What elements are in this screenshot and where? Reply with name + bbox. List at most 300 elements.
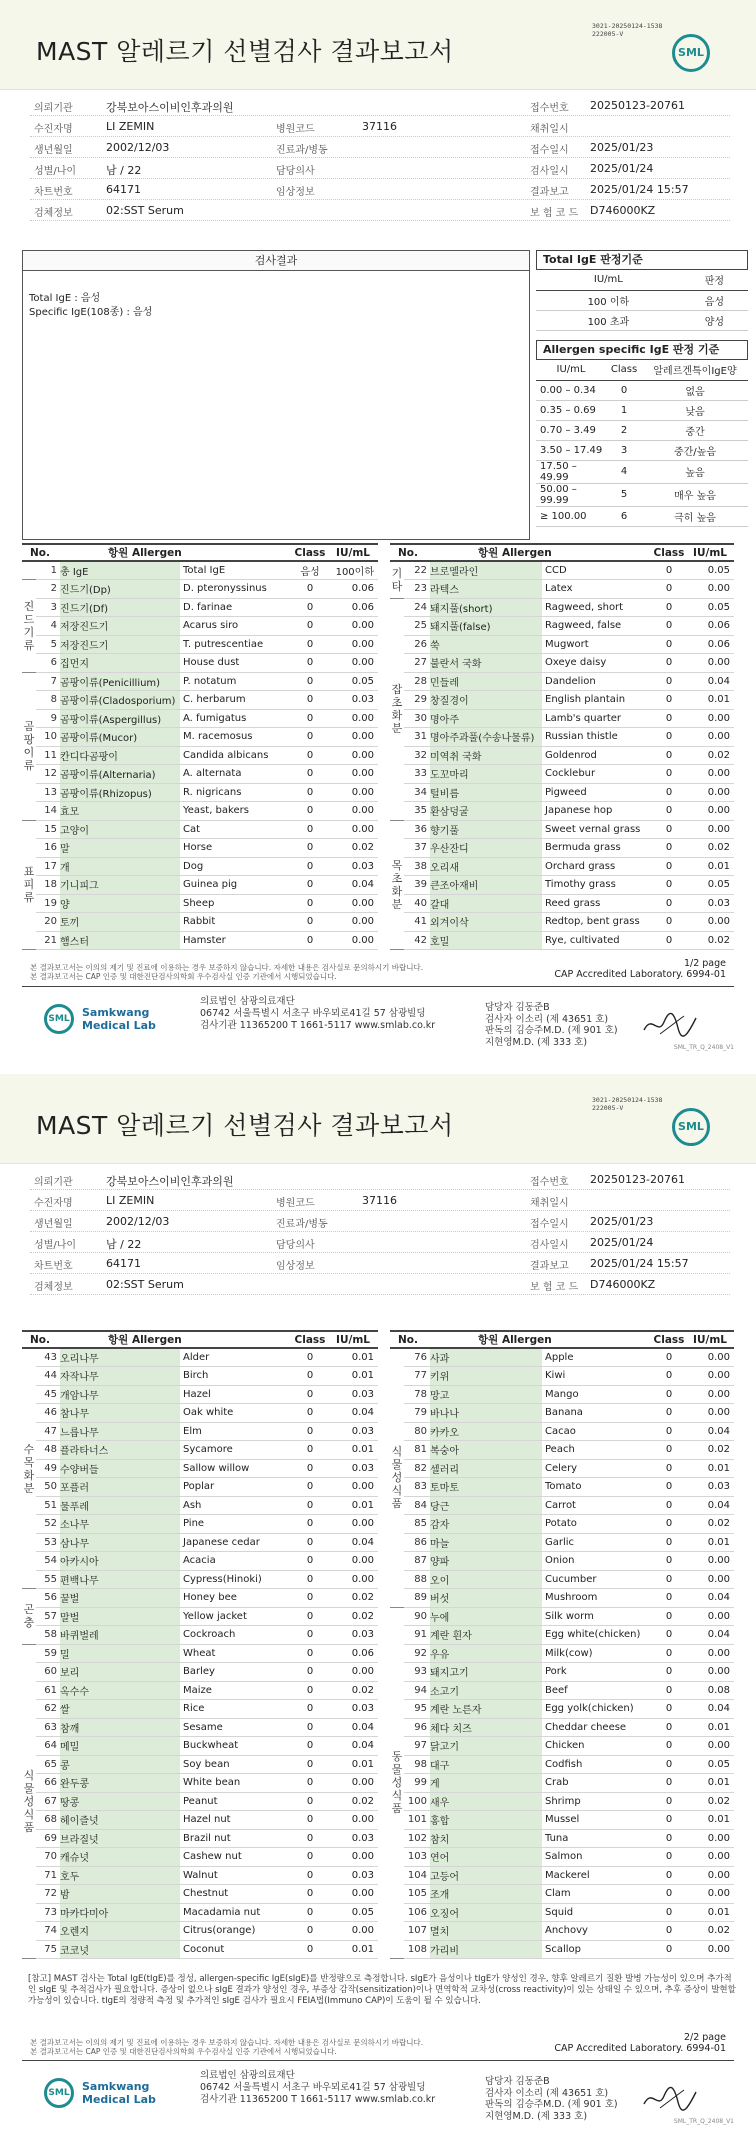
allergen-korean-name: 옥수수 [60,1681,180,1700]
criteria-cell: 0.00 – 0.34 [536,380,606,400]
allergen-row [390,1515,734,1534]
allergen-korean-name: 사과 [430,1348,542,1367]
allergen-no: 24 [404,598,430,617]
allergen-row [390,1552,734,1571]
allergen-class: 0 [292,617,328,636]
allergen-english-name: Peanut [180,1792,292,1811]
criteria-cell: 중간 [642,420,748,440]
info-value: LI ZEMIN [106,120,155,133]
allergen-iu-value: 0.01 [328,1940,378,1959]
allergen-iu-value: 0.01 [686,691,734,710]
allergen-no: 88 [404,1570,430,1589]
allergen-row [390,1367,734,1386]
allergen-english-name: Soy bean [180,1755,292,1774]
allergen-row [22,1385,378,1404]
allergen-english-name: Cypress(Hinoki) [180,1570,292,1589]
allergen-iu-value: 0.02 [686,746,734,765]
allergen-class: 0 [652,617,686,636]
allergen-english-name: Macadamia nut [180,1903,292,1922]
report-page-2 [0,1074,756,2134]
result-header: 검사결과 [23,251,529,271]
info-value: 64171 [106,183,141,196]
allergen-iu-value: 0.00 [686,1940,734,1959]
allergen-no: 36 [404,820,430,839]
allergen-korean-name: 토마토 [430,1478,542,1497]
allergen-no: 51 [36,1496,60,1515]
info-label: 접수번호 [530,1177,569,1188]
allergen-korean-name: 대구 [430,1755,542,1774]
company-name-line1: Samkwang [82,1006,150,1019]
info-row [30,1169,730,1190]
table-header-row [22,544,378,561]
allergen-class: 0 [292,1348,328,1367]
allergen-class: 0 [292,1922,328,1941]
allergen-iu-value: 0.03 [328,1385,378,1404]
info-value: 20250123-20761 [590,99,685,112]
allergen-iu-value: 0.06 [686,635,734,654]
allergen-iu-value: 0.00 [686,820,734,839]
allergen-english-name: Walnut [180,1866,292,1885]
allergen-no: 75 [36,1940,60,1959]
criteria-cell: 낮음 [642,400,748,420]
allergen-korean-name: 물푸레 [60,1496,180,1515]
allergen-no: 30 [404,709,430,728]
allergen-no: 92 [404,1644,430,1663]
criteria-cell: 높음 [642,460,748,483]
allergen-iu-value: 0.03 [328,857,378,876]
allergen-class: 0 [292,1940,328,1959]
allergen-row [390,1607,734,1626]
allergen-no: 59 [36,1644,60,1663]
allergen-korean-name: 플라타너스 [60,1441,180,1460]
allergen-class: 0 [292,598,328,617]
allergen-no: 19 [36,894,60,913]
allergen-korean-name: 밤 [60,1885,180,1904]
allergen-english-name: A. alternata [180,765,292,784]
allergen-class: 0 [292,802,328,821]
allergen-class: 0 [652,1441,686,1460]
allergen-iu-value: 0.06 [328,598,378,617]
specific-ige-criteria-title: Allergen specific IgE 판정 기준 [536,340,748,360]
allergen-english-name: Japanese cedar [180,1533,292,1552]
allergen-iu-value: 0.00 [686,709,734,728]
allergen-row [22,1607,378,1626]
allergen-iu-value: 0.00 [686,1367,734,1386]
allergen-iu-value: 0.00 [328,746,378,765]
allergen-english-name: Crab [542,1774,652,1793]
allergen-iu-value: 0.01 [686,857,734,876]
allergen-no: 22 [404,561,430,580]
allergen-korean-name: 감자 [430,1515,542,1534]
allergen-iu-value: 0.02 [686,1515,734,1534]
allergen-row [22,820,378,839]
allergen-no: 27 [404,654,430,673]
allergen-english-name: Acacia [180,1552,292,1571]
allergen-iu-value: 0.00 [686,783,734,802]
allergen-row [390,1811,734,1830]
allergen-english-name: Squid [542,1903,652,1922]
allergen-iu-value: 0.00 [328,617,378,636]
allergen-class: 0 [292,1626,328,1645]
allergen-no: 50 [36,1478,60,1497]
allergen-korean-name: 오이 [430,1570,542,1589]
allergen-class: 0 [652,820,686,839]
criteria-cell: 3.50 – 17.49 [536,440,606,460]
allergen-iu-value: 0.03 [686,1478,734,1497]
allergen-no: 9 [36,709,60,728]
samkwang-logo: SML [44,1004,74,1034]
info-value: D746000KZ [590,1278,656,1291]
doc-code: 3021-20250124-1538 222005-V [592,22,663,38]
allergen-korean-name: 호두 [60,1866,180,1885]
allergen-iu-value: 0.00 [328,635,378,654]
allergen-no: 16 [36,839,60,858]
allergen-korean-name: 망고 [430,1385,542,1404]
allergen-no: 104 [404,1866,430,1885]
allergen-class: 0 [292,1681,328,1700]
info-label: 생년월일 [34,145,73,156]
company-name [82,2080,156,2106]
allergen-row [390,1589,734,1608]
allergen-english-name: Rabbit [180,913,292,932]
info-label: 의뢰기관 [34,103,73,114]
allergen-row [22,1774,378,1793]
allergen-no: 103 [404,1848,430,1867]
allergen-korean-name: 콩 [60,1755,180,1774]
allergen-iu-value: 0.00 [686,1866,734,1885]
allergen-iu-value: 0.00 [328,1922,378,1941]
allergen-english-name: Cocklebur [542,765,652,784]
allergen-english-name: Mugwort [542,635,652,654]
form-version: SML_TR_Q_2408_V1 [673,1044,734,1051]
allergen-korean-name: 말 [60,839,180,858]
allergen-english-name: Dandelion [542,672,652,691]
allergen-no: 13 [36,783,60,802]
allergen-row [22,1940,378,1959]
allergen-korean-name: 꿀벌 [60,1589,180,1608]
allergen-iu-value: 0.04 [328,1533,378,1552]
allergen-row [390,672,734,691]
allergen-no: 74 [36,1922,60,1941]
info-label: 생년월일 [34,1219,73,1230]
allergen-korean-name: 오리나무 [60,1348,180,1367]
allergen-no: 55 [36,1570,60,1589]
allergen-no: 81 [404,1441,430,1460]
info-value: 남 / 22 [106,1238,142,1251]
allergen-iu-value: 0.01 [686,1811,734,1830]
allergen-no: 38 [404,857,430,876]
allergen-no: 20 [36,913,60,932]
allergen-english-name: Honey bee [180,1589,292,1608]
allergen-english-name: House dust [180,654,292,673]
info-row [30,1190,730,1211]
company-name-line2: Medical Lab [82,1019,156,1032]
allergen-class: 0 [292,1737,328,1756]
address-line: 검사기관 11365200 T 1661-5117 www.smlab.co.kr [200,1020,436,1031]
allergen-iu-value: 0.03 [328,1866,378,1885]
total-ige-criteria-title: Total IgE 판정기준 [536,250,748,270]
allergen-class: 0 [652,709,686,728]
allergen-group-label: 기타 [390,561,404,598]
allergen-no: 90 [404,1607,430,1626]
allergen-english-name: Horse [180,839,292,858]
allergen-iu-value: 0.02 [328,1792,378,1811]
allergen-row [22,728,378,747]
allergen-class: 0 [652,931,686,950]
allergen-iu-value: 0.00 [686,1385,734,1404]
info-label: 검체정보 [34,1282,73,1293]
info-row [30,1274,730,1295]
reference-note: [참고] MAST 검사는 Total IgE(tIgE)를 정성, allergen-specific IgE(sIgE)를 반정량으로 측정합니다. sIgE가 음성이나 tIgE가 양성인 경우, 향후 알레르기 질환 발병 가능성이 있으며 추가적인 sIgE 및 추적검사가 필요합니다. 증상이 없으나 sIgE 결과가 양성인 경우, 부증상 감작(sensitization)이나 면역학적 교차성(cross reactivity)이 있는 상태일 수 있으며, 추후 증상이 발현할 가능성이 있습니다. tIgE의 정량적 측정 및 추가적인 sIgE 검사가 필요시 FEIA법(Immuno CAP)이 도움이 될 수 있습니다. [28,1974,736,2006]
allergen-korean-name: 편백나무 [60,1570,180,1589]
allergen-english-name: Goldenrod [542,746,652,765]
allergen-iu-value: 0.00 [328,913,378,932]
allergen-english-name: Cacao [542,1422,652,1441]
allergen-row [22,1700,378,1719]
allergen-class: 0 [292,765,328,784]
allergen-iu-value: 0.04 [686,1496,734,1515]
allergen-english-name: Pine [180,1515,292,1534]
info-row [30,179,730,200]
allergen-korean-name: 브로멜라인 [430,561,542,580]
allergen-english-name: Total IgE [180,561,292,580]
allergen-no: 69 [36,1829,60,1848]
allergen-row [22,802,378,821]
allergen-row [22,1404,378,1423]
allergen-row [22,561,378,580]
allergen-class: 0 [652,857,686,876]
criteria-cell: 0.70 – 3.49 [536,420,606,440]
allergen-row [390,1496,734,1515]
allergen-class: 0 [652,1922,686,1941]
allergen-korean-name: 소나무 [60,1515,180,1534]
allergen-row [22,1441,378,1460]
allergen-row [22,1496,378,1515]
allergen-english-name: Mackerel [542,1866,652,1885]
allergen-row [22,839,378,858]
signatory-line: 판독의 김승주M.D. (제 901 호) [485,2099,618,2110]
allergen-no: 80 [404,1422,430,1441]
allergen-iu-value: 0.04 [328,1404,378,1423]
allergen-class: 0 [652,1515,686,1534]
allergen-class: 0 [652,765,686,784]
allergen-class: 0 [292,1478,328,1497]
allergen-english-name: Chicken [542,1737,652,1756]
info-label: 접수번호 [530,103,569,114]
allergen-no: 41 [404,913,430,932]
allergen-no: 64 [36,1737,60,1756]
allergen-iu-value: 0.02 [328,1589,378,1608]
allergen-row [390,1533,734,1552]
allergen-iu-value: 0.00 [328,765,378,784]
allergen-english-name: Timothy grass [542,876,652,895]
criteria-row [536,400,748,420]
allergen-english-name: Orchard grass [542,857,652,876]
allergen-korean-name: 브라질넛 [60,1829,180,1848]
allergen-class: 0 [292,691,328,710]
allergen-english-name: Kiwi [542,1367,652,1386]
company-name [82,1006,156,1032]
allergen-korean-name: 오렌지 [60,1922,180,1941]
header-allergen: 항원 Allergen [60,544,292,561]
allergen-korean-name: 곰팡이류(Rhizopus) [60,783,180,802]
signatory-line: 지현영M.D. (제 333 호) [485,1036,588,1048]
header-no: No. [390,544,430,561]
allergen-iu-value: 0.00 [686,1552,734,1571]
allergen-class: 0 [652,1459,686,1478]
info-label: 임상정보 [276,1261,315,1272]
allergen-english-name: Bermuda grass [542,839,652,858]
allergen-iu-value: 0.01 [328,1496,378,1515]
allergen-class: 0 [652,802,686,821]
allergen-no: 6 [36,654,60,673]
allergen-iu-value: 0.04 [686,1422,734,1441]
allergen-no: 82 [404,1459,430,1478]
info-value: 37116 [362,1194,397,1207]
allergen-no: 14 [36,802,60,821]
allergen-class: 0 [652,1496,686,1515]
allergen-class: 0 [292,1792,328,1811]
allergen-row [22,1811,378,1830]
allergen-no: 57 [36,1607,60,1626]
allergen-english-name: Brazil nut [180,1829,292,1848]
allergen-class: 0 [292,672,328,691]
allergen-class: 0 [652,1404,686,1423]
allergen-korean-name: 털비름 [430,783,542,802]
allergen-iu-value: 0.00 [686,1848,734,1867]
allergen-class: 0 [292,1552,328,1571]
allergen-iu-value: 100이하 [328,561,378,580]
allergen-korean-name: 민들레 [430,672,542,691]
signatory-line: 지현영M.D. (제 333 호) [485,2110,588,2122]
allergen-class: 0 [652,1570,686,1589]
allergen-group-label: 식물성식품 [390,1348,404,1607]
criteria-cell: 2 [606,420,642,440]
allergen-table-p2-right [390,1330,734,1959]
allergen-no: 108 [404,1940,430,1959]
header-allergen: 항원 Allergen [60,1331,292,1348]
criteria-row [536,420,748,440]
allergen-class: 0 [292,1811,328,1830]
allergen-english-name: Mango [542,1385,652,1404]
allergen-korean-name: 명아주 [430,709,542,728]
company-name-line2: Medical Lab [82,2093,156,2106]
allergen-iu-value: 0.00 [328,654,378,673]
info-row [30,137,730,158]
allergen-english-name: Coconut [180,1940,292,1959]
allergen-english-name: Peach [542,1441,652,1460]
allergen-class: 0 [652,746,686,765]
allergen-english-name: Japanese hop [542,802,652,821]
allergen-class: 0 [652,1607,686,1626]
allergen-row [22,783,378,802]
allergen-class: 0 [652,1626,686,1645]
allergen-korean-name: 곰팡이류(Mucor) [60,728,180,747]
allergen-no: 43 [36,1348,60,1367]
allergen-iu-value: 0.05 [686,876,734,895]
allergen-iu-value: 0.00 [328,1811,378,1830]
criteria-row [536,460,748,483]
allergen-class: 0 [292,1718,328,1737]
allergen-no: 70 [36,1848,60,1867]
allergen-no: 63 [36,1718,60,1737]
allergen-korean-name: 창질경이 [430,691,542,710]
allergen-row [390,1866,734,1885]
allergen-class: 0 [292,728,328,747]
allergen-class: 0 [292,1700,328,1719]
allergen-english-name: Ragweed, short [542,598,652,617]
allergen-iu-value: 0.04 [328,1737,378,1756]
signatory-line: 검사자 이소리 (제 43651 호) [485,2087,609,2099]
report-title: MAST 알레르기 선별검사 결과보고서 [36,1111,454,1140]
allergen-iu-value: 0.00 [686,1663,734,1682]
allergen-row [22,672,378,691]
info-row [30,1253,730,1274]
allergen-class: 0 [652,1940,686,1959]
allergen-english-name: C. herbarum [180,691,292,710]
criteria-cell: 0.35 – 0.69 [536,400,606,420]
allergen-row [22,931,378,950]
allergen-class: 0 [652,1681,686,1700]
allergen-row [22,1367,378,1386]
info-label: 결과보고 [530,187,569,198]
allergen-class: 0 [292,580,328,599]
allergen-english-name: Rice [180,1700,292,1719]
allergen-class: 0 [292,1533,328,1552]
allergen-no: 8 [36,691,60,710]
signatories [485,1002,618,1048]
allergen-iu-value: 0.01 [686,1533,734,1552]
allergen-no: 97 [404,1737,430,1756]
allergen-iu-value: 0.02 [686,1792,734,1811]
allergen-row [22,1515,378,1534]
allergen-no: 67 [36,1792,60,1811]
allergen-english-name: Alder [180,1348,292,1367]
criteria-cell: 6 [606,506,642,526]
info-label: 성별/나이 [34,1240,77,1251]
samkwang-logo: SML [44,2078,74,2108]
allergen-class: 0 [652,728,686,747]
allergen-iu-value: 0.03 [328,1459,378,1478]
allergen-iu-value: 0.00 [328,1552,378,1571]
allergen-english-name: Sycamore [180,1441,292,1460]
allergen-row [390,1422,734,1441]
allergen-row [390,1459,734,1478]
criteria-cell: 없음 [642,380,748,400]
allergen-korean-name: 마카다미아 [60,1903,180,1922]
specific-ige-criteria: Allergen specific IgE 판정 기준 IU/mL Class 알레르겐특이IgE양 0.00 – 0.34 0 없음 0.35 – 0.69 1 낮음 0.70 – 3.49 2 중간 3.50 – 17.49 3 중간/높음 17.50 – 49.99 4 높음 50.00 – 99.99 5 매우 높음 ≥ 100.00 6 극히 높음 [536,340,748,527]
allergen-group-label: 진드기류 [22,580,36,673]
allergen-korean-name: 보리 [60,1663,180,1682]
allergen-row [390,876,734,895]
header-allergen: 항원 Allergen [430,1331,652,1348]
allergen-english-name: Sallow willow [180,1459,292,1478]
allergen-english-name: Elm [180,1422,292,1441]
allergen-iu-value: 0.00 [686,913,734,932]
allergen-row [22,1589,378,1608]
allergen-english-name: Cheddar cheese [542,1718,652,1737]
table-header-row [390,1331,734,1348]
allergen-korean-name: 새우 [430,1792,542,1811]
report-header [0,0,756,90]
allergen-english-name: Sesame [180,1718,292,1737]
allergen-korean-name: 닭고기 [430,1737,542,1756]
allergen-row [390,1829,734,1848]
allergen-class: 0 [292,1848,328,1867]
allergen-class: 0 [292,1404,328,1423]
allergen-english-name: Pork [542,1663,652,1682]
allergen-korean-name: 돼지풀(false) [430,617,542,636]
